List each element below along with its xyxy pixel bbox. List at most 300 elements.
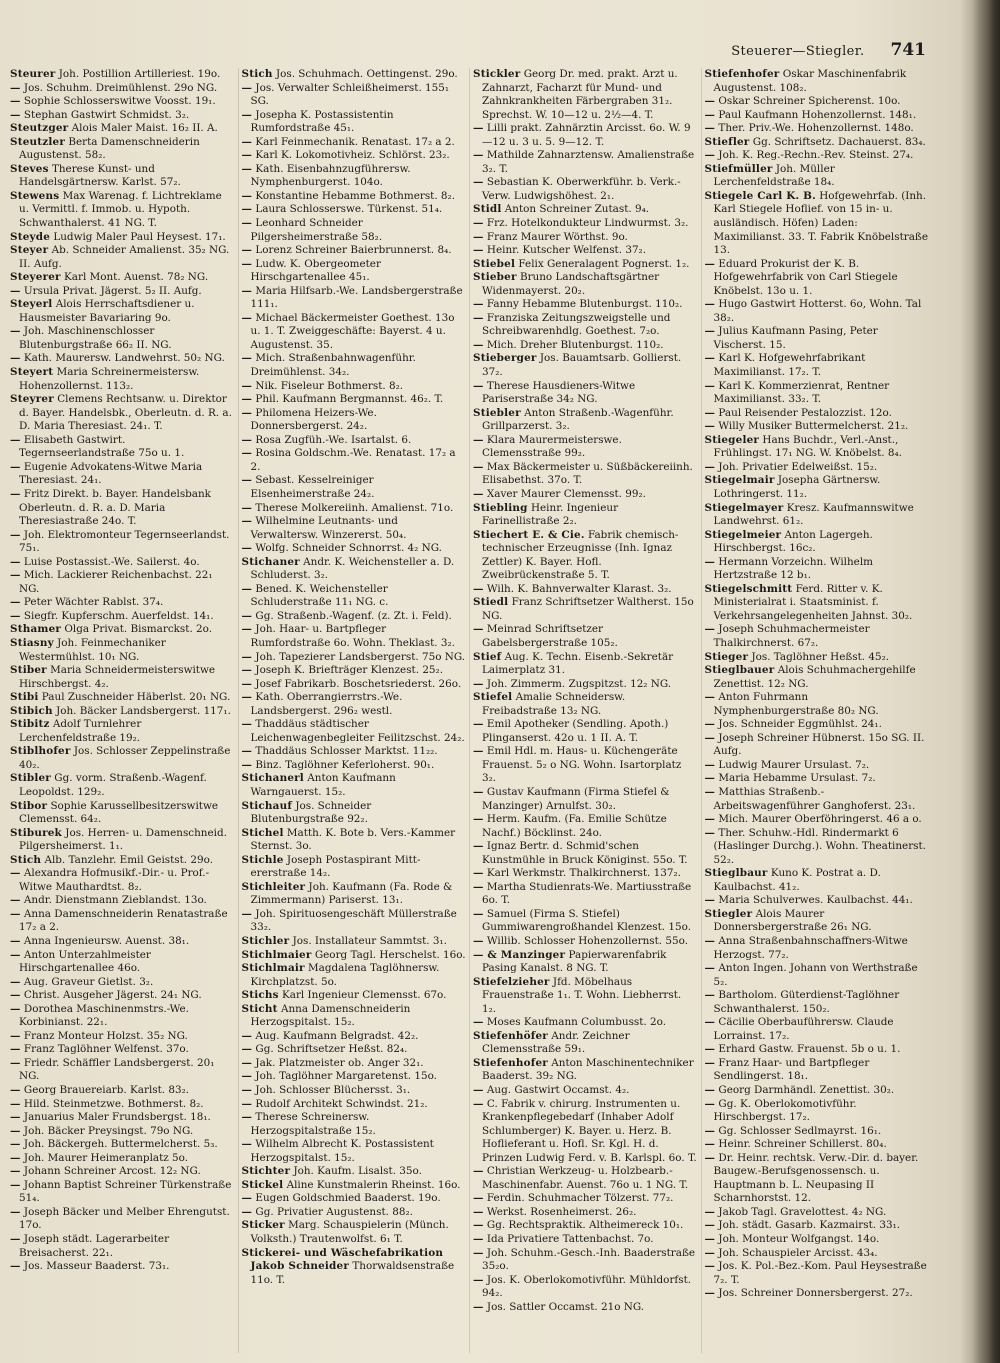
entry-details: Luise Postassist.-We. Sailerst. 4o.: [23, 555, 200, 568]
entry-details: Gg. Rechtspraktik. Altheimereck 10₁.: [486, 1219, 684, 1232]
directory-entry: [705, 1260, 930, 1287]
running-title: Steuerer—Stiegler.: [731, 44, 865, 59]
directory-entry: [10, 82, 235, 96]
directory-entry: [242, 1192, 467, 1206]
directory-entry: [705, 1152, 930, 1206]
directory-entry: [705, 583, 930, 624]
entry-details: Jos. Bauamtsarb. Gollierst. 37₂.: [482, 352, 682, 379]
entry-surname: —: [704, 460, 716, 473]
directory-entry: [10, 569, 235, 596]
entry-details: Thaddäus städtischer Leichenwagenbegleiter Feilitzschst. 24₂.: [250, 718, 465, 744]
entry-details: Amalie Schneidersw. Freibadstraße 13₂ NG.: [482, 691, 626, 717]
entry-details: Jos. Schlosser Zeppelinstraße 40₂.: [19, 745, 231, 771]
entry-surname: —: [10, 1002, 21, 1015]
column-3: [469, 68, 701, 1353]
directory-entry: [705, 502, 930, 529]
entry-surname: —: [241, 1097, 253, 1110]
entry-surname: Stiasny: [10, 636, 54, 649]
directory-entry: [242, 1003, 467, 1030]
entry-details: Konstantine Hebamme Bothmerst. 8₂.: [255, 189, 456, 202]
entry-details: Ther. Schuhw.-Hdl. Rindermarkt 6 (Haslinger Durchg.). Wohn. Theatinerst. 52₂.: [713, 826, 926, 866]
directory-entry: [242, 515, 467, 542]
entry-surname: —: [10, 975, 21, 988]
entry-details: Cäcilie Oberbauführersw. Claude Lorrainst. 17₂.: [713, 1016, 894, 1042]
directory-entry: [473, 122, 698, 149]
directory-entry: [242, 881, 467, 908]
entry-details: Paul Zuschneider Häberlst. 20₁ NG.: [41, 691, 231, 704]
entry-details: Anna Ingenieursw. Auenst. 38₁.: [23, 935, 190, 947]
entry-details: Josef Fabrikarb. Boschetsriederst. 26o.: [255, 677, 462, 690]
entry-surname: —: [473, 785, 484, 798]
entry-surname: Stief: [473, 650, 502, 663]
entry-surname: —: [704, 298, 716, 311]
entry-surname: Stibler: [10, 772, 51, 785]
directory-entry: [473, 786, 698, 813]
entry-details: Karl K. Kommerzienrat, Rentner Maximilianst. 33₂. T.: [713, 379, 890, 406]
entry-surname: —: [10, 1260, 21, 1273]
entry-details: Therese Schreinersw. Herzogspitalstraße 15₂.: [250, 1111, 376, 1137]
directory-entry: [242, 989, 467, 1003]
entry-details: Anton Schreiner Zutast. 9₄.: [504, 203, 650, 216]
entry-details: Franziska Zeitungszweigstelle und Schreibwarenhdlg. Goethest. 7₂o.: [482, 311, 671, 338]
entry-details: Joh. Bäckergeh. Buttermelcherst. 5₃.: [23, 1138, 218, 1151]
directory-entry: [242, 434, 467, 448]
directory-entry: [242, 393, 467, 407]
entry-surname: Steyde: [10, 230, 51, 243]
entry-details: Joh. Maschinenschlosser Blutenburgstraße 66₂ II. NG.: [19, 325, 172, 351]
entry-surname: —: [473, 582, 484, 595]
entry-surname: —: [473, 311, 484, 324]
entry-surname: —: [10, 1111, 21, 1124]
directory-entry: [242, 1043, 467, 1057]
entry-details: Joh. Bäcker Landsbergerst. 117₁.: [56, 704, 231, 717]
entry-details: Karl K. Hofgewehrfabrikant Maximilianst. 17₂. T.: [713, 352, 866, 379]
directory-entry: [473, 623, 698, 650]
directory-entry: [473, 949, 698, 976]
entry-details: Alois Maler Maist. 16₂ II. A.: [71, 122, 218, 135]
entry-surname: —: [704, 1219, 716, 1232]
entry-details: Michael Bäckermeister Goethest. 13o u. 1. T. Zweiggeschäfte: Bayerst. 4 u. Augustenst. 35.: [250, 311, 455, 351]
entry-surname: —: [704, 1056, 716, 1069]
entry-surname: —: [241, 189, 253, 202]
directory-entry: [242, 651, 467, 665]
entry-surname: Stickel: [241, 1178, 284, 1191]
entry-surname: —: [704, 1260, 716, 1273]
entry-details: Karl Mont. Auenst. 78₂ NG.: [64, 271, 209, 284]
directory-entry: [10, 488, 235, 529]
entry-surname: —: [704, 691, 716, 704]
entry-surname: —: [241, 650, 253, 663]
entry-details: Jfd. Möbelhaus Frauenstraße 1₁. T. Wohn. Liebherrst. 1₂.: [482, 975, 682, 1015]
directory-entry: [10, 935, 235, 949]
directory-entry: [242, 962, 467, 989]
entry-details: Anna Straßenbahnschaffners-Witwe Herzogst. 77₂.: [713, 935, 908, 961]
entry-details: Dorothea Maschinenmstrs.-We. Korbinianst. 22₁.: [19, 1002, 189, 1029]
entry-details: Kresz. Kaufmannswitwe Landwehrst. 61₂.: [713, 501, 914, 528]
entry-surname: —: [704, 758, 716, 771]
directory-entry: [473, 745, 698, 786]
entry-details: Meinrad Schriftsetzer Gabelsbergerstraße 105₂.: [482, 623, 618, 649]
directory-entry: [10, 366, 235, 393]
directory-entry: [10, 1206, 235, 1233]
entry-details: Maria Schneidermeisterswitwe Hirschbergst. 4₂.: [19, 664, 216, 690]
entry-surname: Stiechert E. & Cie.: [473, 528, 585, 541]
entry-details: Hermann Vorzeichn. Wilhelm Hertzstraße 12 b₁.: [713, 555, 874, 582]
entry-surname: Sticker: [241, 1219, 285, 1232]
entry-details: Georg Dr. med. prakt. Arzt u. Zahnarzt, Facharzt für Mund- und Zahnkrankheiten Färbergraben 31₂. Sprechst. W. 10—12 u. 2½—4. T.: [482, 68, 678, 121]
directory-entry: [705, 474, 930, 501]
directory-entry: [473, 1233, 698, 1247]
entry-surname: —: [473, 122, 484, 135]
entry-surname: —: [241, 108, 253, 121]
entry-surname: —: [704, 623, 716, 636]
directory-entry: [10, 1152, 235, 1166]
entry-surname: —: [704, 95, 716, 108]
entry-surname: Stichter: [241, 1165, 291, 1178]
entry-details: Klara Maurermeisterswe. Clemensstraße 99₂.: [482, 433, 622, 460]
directory-entry: [473, 217, 698, 231]
directory-entry: [10, 1003, 235, 1030]
directory-entry: [242, 203, 467, 217]
directory-entry: [10, 1233, 235, 1260]
directory-entry: [705, 1138, 930, 1152]
entry-details: Jos. Schneider Blutenburgstraße 92₂.: [250, 799, 372, 826]
entry-details: Hofgewehrfab. (Inh. Karl Stiegele Hoflief. von 15 in- u. ausländisch. Höfen) Laden: Maximilianst. 33. T. Fabrik Knöbelstraße 13.: [713, 189, 929, 257]
directory-entry: [473, 529, 698, 583]
entry-surname: Sticht: [241, 1002, 278, 1015]
directory-entry: [242, 217, 467, 244]
entry-details: Anton Unterzahlmeister Hirschgartenallee 46o.: [19, 948, 151, 975]
entry-surname: —: [473, 433, 484, 446]
entry-details: Maria Schulverwes. Kaulbachst. 44₁.: [718, 894, 913, 907]
entry-surname: —: [10, 108, 21, 121]
entry-surname: —: [473, 1300, 484, 1313]
entry-surname: —: [10, 1124, 21, 1137]
entry-details: Joseph Schuhmachermeister Thalkirchnerst. 67₂.: [713, 623, 870, 649]
entry-details: Joh. Bäcker Preysingst. 79o NG.: [23, 1124, 194, 1137]
directory-entry: [242, 664, 467, 678]
directory-entry: [473, 434, 698, 461]
entry-details: Papierwarenfabrik Pasing Kanalst. 8 NG. T.: [482, 948, 667, 975]
entry-surname: Steutzler: [10, 135, 66, 148]
directory-entry: [10, 461, 235, 488]
directory-entry: [10, 1030, 235, 1044]
entry-surname: —: [241, 1205, 253, 1218]
entry-surname: —: [704, 718, 716, 731]
entry-surname: —: [473, 1016, 484, 1029]
entry-surname: —: [10, 325, 21, 338]
directory-entry: [473, 691, 698, 718]
entry-surname: —: [241, 1043, 253, 1056]
directory-entry: [242, 109, 467, 136]
entry-surname: —: [704, 1124, 716, 1137]
entry-details: Gg. Schriftsetzer Heßst. 82₄.: [255, 1043, 408, 1056]
directory-entry: [242, 678, 467, 692]
entry-details: Thorwaldsenstraße 11o. T.: [250, 1260, 455, 1286]
entry-surname: —: [241, 257, 253, 270]
entry-details: Aug. K. Techn. Eisenb.-Sekretär Laimerplatz 31.: [482, 650, 674, 677]
entry-details: Maria Hebamme Ursulast. 7₂.: [718, 772, 876, 785]
entry-surname: Steyerer: [10, 271, 61, 284]
entry-details: Alois Herrschaftsdiener u. Hausmeister Bavariaring 9o.: [19, 298, 195, 324]
entry-surname: —: [10, 867, 21, 880]
directory-entry: [705, 258, 930, 299]
entry-surname: Stichel: [241, 826, 284, 839]
directory-entry: [242, 136, 467, 150]
entry-details: Georg Tagl. Herschelst. 16o.: [314, 948, 466, 961]
entry-details: Oskar Maschinenfabrik Augustenst. 108₂.: [713, 68, 907, 94]
entry-surname: —: [704, 785, 716, 798]
directory-entry: [10, 718, 235, 745]
directory-entry: [473, 976, 698, 1017]
directory-entry: [473, 678, 698, 692]
entry-details: Andr. K. Weichensteller a. D. Schluderst. 3₂.: [250, 555, 455, 582]
entry-details: Julius Kaufmann Pasing, Peter Vischerst. 15.: [713, 325, 878, 351]
entry-surname: —: [241, 135, 253, 148]
entry-surname: Stiegele Carl K. B.: [704, 189, 816, 202]
entry-details: Aline Kunstmalerin Rheinst. 16o.: [286, 1178, 461, 1191]
entry-surname: —: [473, 1273, 484, 1286]
directory-entry: [10, 1057, 235, 1084]
entry-details: Jos. Taglöhner Heßst. 45₂.: [751, 650, 890, 663]
entry-surname: Stiebling: [473, 501, 528, 514]
entry-details: Samuel (Firma S. Stiefel) Gummiwarengroßhandel Klenzest. 15o.: [482, 907, 691, 934]
entry-details: Fanny Hebamme Blutenburgst. 110₂.: [486, 298, 683, 311]
entry-details: Ab. Schneider Amalienst. 35₂ NG. II. Aufg.: [19, 244, 230, 270]
entry-surname: —: [10, 433, 21, 446]
directory-entry: [705, 1043, 930, 1057]
entry-details: Paul Kaufmann Hohenzollernst. 148₁.: [718, 108, 917, 121]
entry-details: Hans Buchdr., Verl.-Anst., Frühlingst. 17₁ NG. W. Knöbelst. 8₄.: [713, 433, 902, 460]
entry-surname: —: [10, 555, 21, 568]
entry-surname: —: [241, 406, 253, 419]
directory-entry: [10, 393, 235, 434]
entry-details: Jos. Herren- u. Damenschneid. Pilgersheimerst. 1₁.: [19, 826, 227, 853]
entry-surname: —: [473, 745, 484, 758]
entry-surname: Stiefenhofer: [704, 68, 780, 80]
directory-entry: [705, 95, 930, 109]
entry-surname: Stiedl: [473, 596, 509, 609]
book-binding-shadow: [972, 0, 1000, 1363]
directory-entry: [473, 935, 698, 949]
entry-details: Elisabeth Gastwirt. Tegernseerlandstraße 75o u. 1.: [19, 433, 185, 460]
entry-surname: —: [241, 81, 253, 94]
entry-surname: —: [241, 203, 253, 216]
entry-details: Martha Studienrats-We. Martiusstraße 6o. T.: [482, 880, 692, 907]
entry-details: Fritz Direkt. b. Bayer. Handelsbank Oberleutn. d. R. a. D. Maria Theresiastraße 24o. T.: [19, 487, 211, 528]
entry-surname: —: [241, 447, 253, 460]
entry-surname: —: [241, 609, 253, 622]
directory-entry: [10, 949, 235, 976]
directory-entry: [242, 244, 467, 258]
column-4: [701, 68, 933, 1353]
entry-surname: —: [241, 284, 253, 297]
entry-details: Siegfr. Kupferschm. Auerfeldst. 14₁.: [23, 609, 214, 622]
directory-entry: [705, 1206, 930, 1220]
directory-entry: [242, 556, 467, 583]
column-1: [10, 68, 238, 1353]
entry-details: Eduard Prokurist der K. B. Hofgewehrfabrik von Carl Stiegele Knöbelst. 13o u. 1.: [713, 257, 898, 297]
directory-entry: [473, 1274, 698, 1301]
directory-entry: [10, 664, 235, 691]
entry-details: Kath. Maurersw. Landwehrst. 50₂ NG.: [23, 352, 225, 365]
entry-surname: —: [10, 1056, 21, 1069]
directory-entry: [242, 1057, 467, 1071]
entry-details: Jos. Schneider Eggmühlst. 24₁.: [718, 718, 882, 731]
entry-surname: Stiefenhofer: [473, 1056, 548, 1069]
directory-entry: [473, 68, 698, 122]
entry-details: Binz. Taglöhner Keferloherst. 90₁.: [255, 758, 435, 771]
directory-entry: [473, 244, 698, 258]
entry-details: Therese Hausdieners-Witwe Pariserstraße 34₂ NG.: [482, 379, 636, 406]
entry-details: Leonhard Schneider Pilgersheimerstraße 58₂.: [250, 217, 383, 243]
entry-surname: —: [10, 609, 21, 622]
entry-details: Christian Werkzeug- u. Holzbearb.-Maschinenfabr. Auenst. 76o u. 1 NG. T.: [482, 1165, 689, 1191]
entry-surname: —: [704, 826, 716, 839]
entry-details: Kuno K. Postrat a. D. Kaulbachst. 41₂.: [713, 867, 881, 893]
entry-surname: Stiegelschmitt: [704, 582, 793, 595]
entry-surname: —: [241, 677, 253, 690]
directory-entry: [705, 1098, 930, 1125]
entry-details: Joh. städt. Gasarb. Kazmairst. 33₁.: [718, 1219, 901, 1232]
entry-details: Karl Ingenieur Clemensst. 67o.: [282, 989, 447, 1002]
entry-surname: —: [473, 149, 484, 162]
entry-surname: —: [10, 1084, 21, 1097]
entry-surname: Stewens: [10, 189, 60, 202]
directory-entry: [473, 840, 698, 867]
entry-surname: Stichle: [241, 853, 284, 866]
directory-entry: [242, 68, 467, 82]
entry-details: Franz Taglöhner Welfenst. 37o.: [23, 1043, 189, 1056]
entry-details: Magdalena Taglöhnersw. Kirchplatzst. 5o.: [250, 962, 440, 988]
entry-details: Philomena Heizers-We. Donnersbergerst. 24₂.: [250, 406, 377, 433]
entry-details: Mich. Maurer Oberföhringerst. 46 a o.: [718, 813, 922, 826]
directory-entry: [705, 1125, 930, 1139]
entry-surname: Stieber: [473, 271, 517, 284]
entry-details: Werkst. Rosenheimerst. 26₂.: [486, 1205, 637, 1218]
entry-surname: —: [10, 1029, 21, 1042]
directory-entry: [705, 962, 930, 989]
entry-details: Georg Brauereiarb. Karlst. 83₂.: [23, 1084, 190, 1097]
directory-entry: [242, 1098, 467, 1112]
entry-surname: —: [704, 1097, 716, 1110]
entry-surname: —: [241, 758, 253, 771]
directory-entry: [242, 623, 467, 650]
entry-surname: —: [473, 867, 484, 880]
directory-entry: [705, 109, 930, 123]
entry-surname: Stichleiter: [241, 880, 306, 893]
entry-surname: —: [704, 962, 716, 975]
directory-entry: [705, 718, 930, 732]
directory-entry: [242, 718, 467, 745]
directory-entry: [705, 1084, 930, 1098]
entry-surname: —: [10, 352, 21, 365]
directory-entry: [10, 800, 235, 827]
entry-details: Anton Ingen. Johann von Werthstraße 5₂.: [713, 962, 918, 988]
entry-surname: —: [704, 989, 716, 1002]
entry-details: Heinr. Schreiner Schillerst. 80₄.: [718, 1138, 887, 1151]
entry-surname: —: [241, 1070, 253, 1083]
entry-details: Wilh. K. Bahnverwalter Klarast. 3₂.: [486, 582, 672, 595]
entry-surname: —: [10, 596, 21, 609]
entry-details: Aug. Graveur Gietlst. 3₂.: [23, 975, 154, 988]
entry-surname: —: [473, 813, 484, 826]
entry-details: Ida Privatiere Tattenbachst. 7o.: [486, 1233, 654, 1246]
directory-entry: [242, 502, 467, 516]
entry-surname: —: [704, 731, 716, 744]
directory-entry: [473, 1084, 698, 1098]
entry-details: Joh. Kaufm. Lisalst. 35o.: [293, 1165, 422, 1178]
entry-surname: —: [241, 691, 253, 704]
entry-details: Anna Damenschneiderin Renatastraße 17₂ a 2.: [19, 907, 228, 934]
entry-details: Andr. Dienstmann Zieblandst. 13o.: [23, 894, 207, 907]
directory-entry: [242, 190, 467, 204]
entry-surname: Stichs: [241, 989, 279, 1002]
entry-surname: —: [10, 1233, 21, 1246]
entry-surname: Steyerl: [10, 298, 53, 311]
entry-details: Johann Baptist Schreiner Türkenstraße 51₄.: [19, 1178, 232, 1205]
entry-surname: —: [10, 95, 21, 108]
entry-surname: Stiegeler: [704, 433, 760, 446]
directory-entry: [705, 163, 930, 190]
column-2: [238, 68, 470, 1353]
page-number: 741: [890, 40, 926, 60]
directory-entry: [10, 109, 235, 123]
directory-entry: [705, 420, 930, 434]
directory-entry: [705, 786, 930, 813]
entry-surname: —: [10, 948, 21, 961]
entry-details: Joh. Haar- u. Bartpfleger Rumfordstraße 6o. Wohn. Theklast. 3₂.: [250, 623, 455, 649]
entry-details: Joseph K. Briefträger Klenzest. 25₂.: [255, 664, 444, 677]
entry-details: Matth. K. Bote b. Vers.-Kammer Sternst. 3o.: [250, 826, 456, 853]
entry-details: Phil. Kaufmann Bergmannst. 46₂. T.: [255, 393, 444, 406]
entry-details: Ferdin. Schuhmacher Tölzerst. 77₂.: [486, 1192, 674, 1205]
entry-surname: —: [473, 677, 484, 690]
entry-surname: Stieger: [704, 650, 749, 663]
directory-entry: [242, 949, 467, 963]
entry-surname: —: [10, 460, 21, 473]
directory-entry: [10, 556, 235, 570]
directory-entry: [10, 1260, 235, 1274]
entry-surname: Steyer: [10, 244, 49, 257]
entry-surname: —: [10, 81, 21, 94]
entry-surname: —: [704, 935, 716, 947]
entry-details: Jos. Schuhm. Dreimühlenst. 29o NG.: [23, 81, 218, 94]
entry-surname: Stiegelmair: [704, 474, 775, 487]
entry-details: Berta Damenschneiderin Augustenst. 58₂.: [19, 135, 200, 162]
directory-entry: [705, 190, 930, 258]
entry-surname: —: [704, 894, 716, 907]
directory-entry: [10, 298, 235, 325]
directory-entry: [705, 894, 930, 908]
entry-surname: —: [473, 1165, 484, 1178]
entry-surname: —: [473, 1084, 484, 1097]
entry-details: Alois Schuhmachergehilfe Zenettist. 12₂ NG.: [713, 664, 916, 690]
entry-details: Ludw. K. Obergeometer Hirschgartenallee 45₁.: [250, 257, 381, 284]
entry-surname: Stickler: [473, 68, 521, 80]
entry-details: Joh. Feinmechaniker Westermühlst. 10₁ NG.: [19, 636, 166, 663]
entry-details: Rosa Zugfüh.-We. Isartalst. 6.: [255, 433, 412, 446]
entry-surname: —: [10, 1097, 21, 1110]
entry-details: Oskar Schreiner Spicherenst. 10o.: [718, 95, 901, 108]
entry-details: Frz. Hotelkondukteur Lindwurmst. 3₂.: [486, 217, 689, 230]
directory-entry: [705, 461, 930, 475]
entry-details: Joh. Müller Lerchenfeldstraße 18₄.: [713, 162, 835, 189]
entry-details: Januarius Maler Frundsbergst. 18₁.: [23, 1111, 211, 1124]
directory-entry: [242, 1138, 467, 1165]
entry-details: Jos. Installateur Sammtst. 3₁.: [292, 935, 447, 947]
directory-entry: [242, 285, 467, 312]
